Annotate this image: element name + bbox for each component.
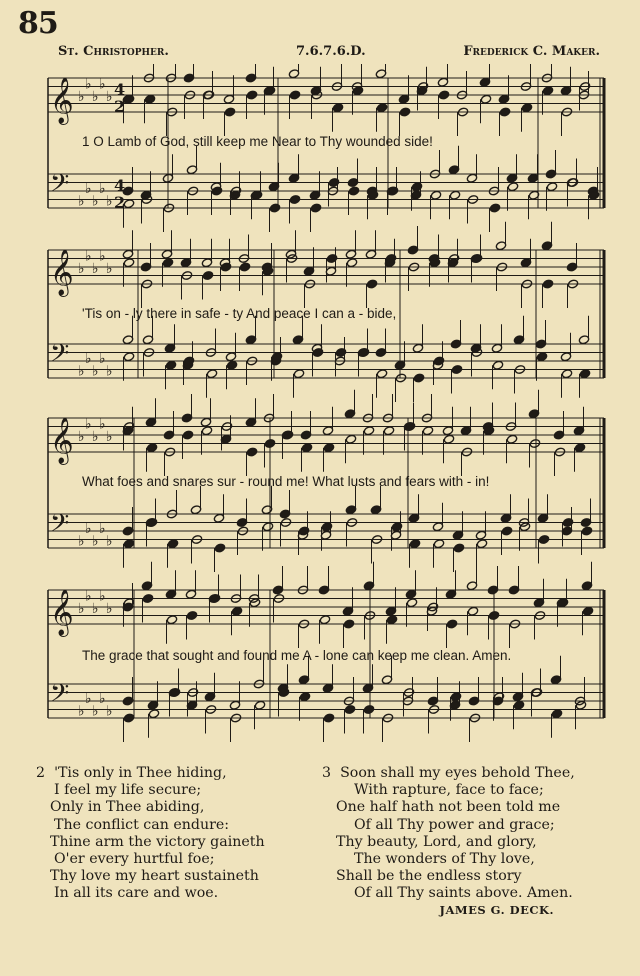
note-head	[399, 107, 410, 117]
note-head	[204, 692, 215, 702]
note-head	[332, 103, 343, 113]
note-head	[144, 94, 155, 104]
note-head	[413, 373, 424, 383]
note-head	[381, 675, 392, 685]
note-head	[508, 585, 519, 595]
note-head	[206, 369, 217, 379]
flat-icon: ♭	[78, 429, 85, 445]
note-head	[236, 518, 247, 528]
note-head	[430, 190, 441, 200]
note-head	[433, 539, 444, 549]
flat-icon: ♭	[99, 690, 106, 707]
note-head	[347, 178, 358, 188]
note-head	[303, 266, 314, 276]
note-head	[383, 426, 394, 436]
note-head	[542, 86, 553, 96]
note-head	[449, 190, 460, 200]
note-head	[575, 700, 586, 710]
note-head	[325, 266, 336, 276]
note-head	[224, 107, 235, 117]
note-head	[366, 279, 377, 289]
verse-3-line-1: 3 Soon shall my eyes behold Thee,	[322, 765, 575, 781]
note-head	[566, 262, 577, 272]
note-head	[445, 589, 456, 599]
note-head	[574, 443, 585, 453]
verse-2-line-2: I feel my life secure;	[54, 782, 202, 799]
flat-icon: ♭	[106, 193, 113, 210]
note-head	[254, 700, 265, 710]
note-head	[186, 700, 197, 710]
note-head	[358, 348, 369, 358]
note-head	[246, 447, 257, 457]
note-head	[309, 190, 320, 200]
flat-icon: ♭	[99, 520, 106, 537]
note-head	[460, 426, 471, 436]
meter: 7.6.7.6.D.	[296, 44, 366, 59]
note-head	[319, 615, 330, 625]
note-head	[442, 426, 453, 436]
verse-2-line-3: Only in Thee abiding,	[50, 799, 205, 816]
note-head	[249, 598, 260, 608]
composer: Frederick C. Maker.	[463, 44, 600, 59]
note-head	[495, 241, 506, 251]
note-head	[557, 598, 568, 608]
flat-icon: ♭	[106, 363, 113, 380]
note-head	[479, 77, 490, 87]
note-head	[536, 352, 547, 362]
flat-icon: ♭	[99, 588, 106, 605]
note-head	[141, 581, 152, 591]
note-head	[480, 94, 491, 104]
verse-3-line-4: Of all Thy power and grace;	[354, 816, 555, 833]
note-head	[310, 203, 321, 213]
note-head	[345, 505, 356, 515]
note-head	[251, 190, 262, 200]
note-head	[343, 619, 354, 629]
time-signature-treble-top: 4	[114, 80, 126, 99]
note-head	[323, 443, 334, 453]
bass-clef-icon: 𝄢	[50, 339, 70, 375]
note-head	[344, 409, 355, 419]
verse-2-line-5: Thine arm the victory gaineth	[50, 833, 265, 850]
note-head	[123, 713, 134, 723]
note-head	[385, 606, 396, 616]
note-head	[226, 360, 237, 370]
flat-icon: ♭	[85, 520, 92, 537]
verse-2-line-4: The conflict can endure:	[54, 816, 230, 833]
flat-icon: ♭	[92, 601, 99, 617]
note-head	[201, 258, 212, 268]
note-head	[288, 173, 299, 183]
verse-2-line-7: Thy love my heart sustaineth	[50, 868, 259, 885]
hymn-number: 85	[18, 6, 58, 41]
note-head	[209, 594, 220, 604]
note-head	[453, 543, 464, 553]
note-head	[140, 262, 151, 272]
lyric-line-1: 1 O Lamb of God, still keep me Near to Thy wounded side!	[82, 134, 433, 149]
music-score	[38, 64, 608, 744]
note-head	[506, 173, 517, 183]
note-head	[169, 688, 180, 698]
note-head	[499, 107, 510, 117]
note-head	[165, 360, 176, 370]
note-head	[438, 90, 449, 100]
note-head	[498, 94, 509, 104]
note-head	[491, 343, 502, 353]
note-head	[289, 90, 300, 100]
note-head	[446, 619, 457, 629]
flat-icon: ♭	[85, 588, 92, 605]
note-head	[288, 69, 299, 79]
flat-icon: ♭	[85, 690, 92, 707]
note-head	[346, 258, 357, 268]
note-head	[186, 165, 197, 175]
note-head	[245, 335, 256, 345]
flat-icon: ♭	[99, 180, 106, 197]
flat-icon: ♭	[78, 363, 85, 380]
flat-icon: ♭	[106, 261, 113, 277]
note-head	[506, 434, 517, 444]
note-head	[269, 203, 280, 213]
note-head	[322, 683, 333, 693]
note-head	[535, 339, 546, 349]
note-head	[200, 417, 211, 427]
note-head	[560, 86, 571, 96]
verse-number: 3	[322, 765, 332, 781]
bass-clef-icon: 𝄢	[50, 509, 70, 545]
note-head	[362, 683, 373, 693]
note-head	[467, 606, 478, 616]
note-head	[185, 589, 196, 599]
note-head	[437, 77, 448, 87]
note-head	[541, 241, 552, 251]
note-head	[147, 700, 158, 710]
note-head	[183, 73, 194, 83]
note-head	[182, 430, 193, 440]
note-head	[320, 530, 331, 540]
note-head	[264, 86, 275, 96]
flat-icon: ♭	[85, 350, 92, 367]
note-head	[449, 700, 460, 710]
note-head	[412, 343, 423, 353]
flat-icon: ♭	[78, 703, 85, 720]
note-head	[201, 426, 212, 436]
author: JAMES G. DECK.	[439, 903, 554, 917]
time-signature-bass-top: 4	[114, 176, 126, 195]
verse-3-line-8: Of all Thy saints above. Amen.	[354, 885, 573, 902]
note-head	[298, 675, 309, 685]
treble-clef-icon: 𝄞	[50, 417, 74, 464]
flat-icon: ♭	[78, 533, 85, 550]
note-head	[387, 186, 398, 196]
note-head	[370, 505, 381, 515]
note-head	[443, 434, 454, 444]
flat-icon: ♭	[78, 601, 85, 617]
verse-number: 2	[36, 765, 46, 781]
note-head	[231, 606, 242, 616]
note-head	[279, 509, 290, 519]
flat-icon: ♭	[85, 416, 92, 433]
treble-clef-icon: 𝄞	[50, 589, 74, 636]
note-head	[301, 443, 312, 453]
flat-icon: ♭	[99, 350, 106, 367]
note-head	[579, 369, 590, 379]
flat-icon: ♭	[106, 429, 113, 445]
note-head	[202, 271, 213, 281]
verse-2-line-8: In all its care and woe.	[54, 885, 219, 902]
flat-icon: ♭	[92, 429, 99, 445]
verse-3	[322, 765, 575, 903]
treble-clef-icon: 𝄞	[50, 77, 74, 124]
flat-icon: ♭	[92, 193, 99, 210]
verse-2	[36, 765, 265, 903]
note-head	[342, 606, 353, 616]
note-head	[487, 585, 498, 595]
note-head	[537, 513, 548, 523]
flat-icon: ♭	[78, 89, 85, 105]
note-head	[528, 409, 539, 419]
note-head	[451, 365, 462, 375]
note-head	[180, 258, 191, 268]
note-head	[146, 443, 157, 453]
note-head	[363, 705, 374, 715]
note-head	[363, 581, 374, 591]
note-head	[223, 94, 234, 104]
note-head	[410, 190, 421, 200]
note-head	[466, 173, 477, 183]
note-head	[292, 335, 303, 345]
note-head	[398, 94, 409, 104]
note-head	[376, 369, 387, 379]
note-head	[123, 539, 134, 549]
flat-icon: ♭	[92, 703, 99, 720]
time-signature-bass-bottom: 2	[114, 193, 126, 212]
flat-icon: ♭	[92, 261, 99, 277]
note-head	[142, 594, 153, 604]
flat-icon: ♭	[92, 533, 99, 550]
note-head	[376, 103, 387, 113]
note-head	[352, 86, 363, 96]
note-head	[122, 335, 133, 345]
note-head	[122, 526, 133, 536]
note-head	[551, 709, 562, 719]
flat-icon: ♭	[106, 703, 113, 720]
note-head	[245, 417, 256, 427]
verse-3-line-7: Shall be the endless story	[336, 868, 522, 885]
note-head	[220, 262, 231, 272]
flat-icon: ♭	[85, 76, 92, 93]
note-head	[146, 518, 157, 528]
flat-icon: ♭	[99, 416, 106, 433]
note-head	[162, 258, 173, 268]
note-head	[363, 426, 374, 436]
note-head	[229, 700, 240, 710]
note-head	[582, 606, 593, 616]
flat-icon: ♭	[92, 89, 99, 105]
tune-name: St. Christopher.	[58, 44, 169, 59]
note-head	[239, 262, 250, 272]
verse-2-line-6: O'er every hurtful foe;	[54, 851, 215, 868]
note-head	[573, 426, 584, 436]
flat-icon: ♭	[106, 533, 113, 550]
note-head	[501, 526, 512, 536]
note-head	[323, 713, 334, 723]
note-head	[422, 426, 433, 436]
note-head	[161, 249, 172, 259]
note-head	[452, 530, 463, 540]
note-head	[432, 522, 443, 532]
note-head	[550, 675, 561, 685]
note-head	[318, 585, 329, 595]
note-head	[407, 245, 418, 255]
note-head	[542, 279, 553, 289]
flat-icon: ♭	[92, 363, 99, 380]
flat-icon: ♭	[106, 89, 113, 105]
note-head	[299, 692, 310, 702]
lyric-line-4: The grace that sought and found me A - lone can keep me clean. Amen.	[82, 648, 512, 663]
note-head	[365, 249, 376, 259]
note-head	[406, 598, 417, 608]
note-head	[507, 182, 518, 192]
note-head	[466, 581, 477, 591]
note-head	[545, 169, 556, 179]
flat-icon: ♭	[78, 261, 85, 277]
note-head	[345, 249, 356, 259]
flat-icon: ♭	[78, 193, 85, 210]
verse-3-line-2: With rapture, face to face;	[354, 782, 544, 799]
note-head	[471, 254, 482, 264]
note-head	[166, 615, 177, 625]
note-head	[164, 343, 175, 353]
note-head	[489, 203, 500, 213]
note-head	[123, 352, 134, 362]
note-head	[148, 709, 159, 719]
note-head	[214, 543, 225, 553]
note-head	[220, 434, 231, 444]
note-head	[538, 535, 549, 545]
bass-clef-icon: 𝄢	[50, 169, 70, 205]
time-signature-treble-bottom: 2	[114, 97, 126, 116]
note-head	[476, 539, 487, 549]
note-head	[261, 505, 272, 515]
note-head	[405, 589, 416, 599]
note-head	[122, 696, 133, 706]
note-head	[561, 526, 572, 536]
flat-icon: ♭	[99, 76, 106, 93]
note-head	[553, 430, 564, 440]
flat-icon: ♭	[85, 248, 92, 265]
note-head	[167, 539, 178, 549]
note-head	[580, 518, 591, 528]
note-head	[211, 186, 222, 196]
note-head	[246, 90, 257, 100]
note-head	[492, 360, 503, 370]
verse-3-line-5: Thy beauty, Lord, and glory,	[336, 833, 537, 850]
note-head	[245, 73, 256, 83]
note-head	[404, 422, 415, 432]
note-head	[520, 258, 531, 268]
flat-icon: ♭	[106, 601, 113, 617]
note-head	[468, 696, 479, 706]
note-head	[122, 249, 133, 259]
flat-icon: ♭	[99, 248, 106, 265]
note-head	[322, 426, 333, 436]
note-head	[282, 430, 293, 440]
note-head	[561, 369, 572, 379]
verse-3-line-6: The wonders of Thy love,	[354, 851, 535, 868]
note-head	[272, 585, 283, 595]
note-head	[145, 417, 156, 427]
note-head	[190, 505, 201, 515]
bass-clef-icon: 𝄢	[50, 679, 70, 715]
note-head	[390, 530, 401, 540]
note-head	[475, 530, 486, 540]
note-head	[348, 186, 359, 196]
note-head	[344, 705, 355, 715]
note-head	[375, 69, 386, 79]
note-head	[289, 195, 300, 205]
verse-2-line-1: 2 'Tis only in Thee hiding,	[36, 765, 227, 781]
note-head	[578, 335, 589, 345]
note-head	[181, 413, 192, 423]
note-head	[546, 182, 557, 192]
note-head	[386, 615, 397, 625]
note-head	[409, 539, 420, 549]
note-head	[512, 692, 523, 702]
note-head	[300, 430, 311, 440]
flat-icon: ♭	[85, 180, 92, 197]
note-head	[225, 352, 236, 362]
note-head	[213, 513, 224, 523]
note-head	[513, 335, 524, 345]
verse-3-line-3: One half hath not been told me	[336, 799, 561, 816]
note-head	[186, 611, 197, 621]
lyric-line-2: 'Tis on - ly there in safe - ty And peace I can a - bide,	[82, 306, 397, 321]
note-head	[521, 103, 532, 113]
note-head	[375, 348, 386, 358]
note-head	[560, 352, 571, 362]
note-head	[165, 589, 176, 599]
note-head	[427, 696, 438, 706]
note-head	[123, 258, 134, 268]
note-head	[312, 348, 323, 358]
note-head	[293, 369, 304, 379]
note-head	[448, 165, 459, 175]
note-head	[581, 526, 592, 536]
note-head	[527, 173, 538, 183]
lyric-line-3: What foes and snares sur - round me! What lusts and fears with - in!	[82, 474, 490, 489]
note-head	[581, 581, 592, 591]
note-head	[408, 513, 419, 523]
note-head	[519, 522, 530, 532]
note-head	[345, 434, 356, 444]
note-head	[533, 598, 544, 608]
note-head	[450, 339, 461, 349]
treble-clef-icon: 𝄞	[50, 249, 74, 296]
note-head	[262, 522, 273, 532]
note-head	[500, 513, 511, 523]
note-head	[513, 700, 524, 710]
note-head	[142, 335, 153, 345]
note-head	[163, 430, 174, 440]
